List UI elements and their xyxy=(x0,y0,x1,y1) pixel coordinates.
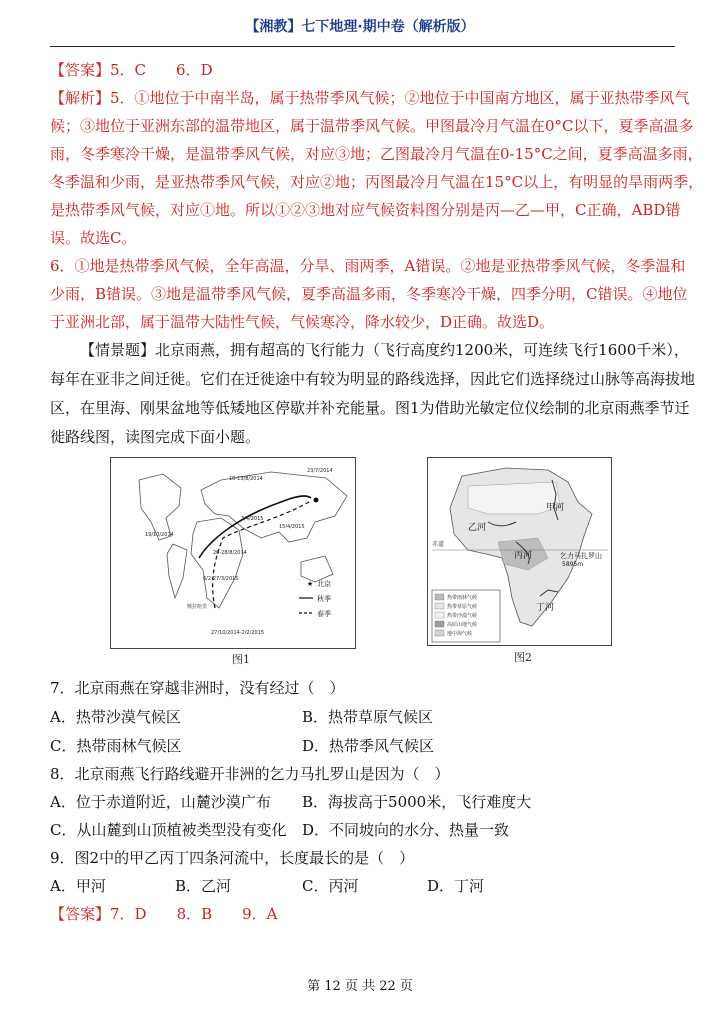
river-label: 丙河 xyxy=(514,551,533,561)
legend-label: 热带雨林气候 xyxy=(447,595,478,601)
place-label: 喀拉哈里 xyxy=(187,604,208,610)
analysis-line: 是热带季风气候，对应①地。所以①②③地对应气候资料图分别是丙—乙—甲，C正确，ABD错 xyxy=(50,201,681,219)
question-7-option-c: C．热带雨林气候区 xyxy=(50,737,182,755)
analysis-line: 冬季温和少雨，是亚热带季风气候，对应②地；丙图最冷月气温在15°C以上，有明显的旱雨两季， xyxy=(50,173,704,191)
scenario-line: 区，在里海、刚果盆地等低矮地区停歇并补充能量。图1为借助光敏定位仪绘制的北京雨燕季节迁 xyxy=(50,399,690,417)
mountain-label: 乞力马扎罗山 xyxy=(560,552,602,560)
question-7-option-a: A．热带沙漠气候区 xyxy=(50,708,181,726)
date-label: 15/4/2015 xyxy=(279,524,305,530)
date-label: 3/4/2015 xyxy=(241,516,264,522)
africa-map-drawing xyxy=(428,458,611,645)
figure-2-africa-map xyxy=(427,457,612,646)
scenario-line: 【情景题】北京雨燕，拥有超高的飞行能力（飞行高度约1200米，可连续飞行1600千米）， xyxy=(80,341,689,359)
date-label: 10-13/8/2014 xyxy=(229,476,263,482)
question-7-option-d: D．热带季风气候区 xyxy=(302,737,435,755)
date-label: 26-28/8/2014 xyxy=(213,550,247,556)
question-9-stem: 9．图2中的甲乙丙丁四条河流中，长度最长的是（ ） xyxy=(50,849,415,867)
question-9-option-c: C．丙河 xyxy=(302,877,359,895)
legend-label: 热带沙漠气候 xyxy=(447,613,478,619)
beijing-point xyxy=(314,498,319,503)
date-label: 23/7/2014 xyxy=(307,468,333,474)
figure-1-migration-map xyxy=(110,457,356,649)
question-9-option-d: D．丁河 xyxy=(427,877,485,895)
question-8-option-b: B．海拔高于5000米，飞行难度大 xyxy=(302,793,532,811)
river-label: 甲河 xyxy=(546,503,565,513)
date-label: 27/10/2014-2/2/2015 xyxy=(211,630,265,636)
answer-5-6: 【答案】5．C 6．D xyxy=(50,61,213,79)
question-8-stem: 8．北京雨燕飞行路线避开非洲的乞力马扎罗山是因为（ ） xyxy=(50,765,450,783)
question-8-option-d: D．不同坡向的水分、热量一致 xyxy=(302,821,510,839)
analysis-line: 候；③地位于亚洲东部的温带地区，属于温带季风气候。甲图最冷月气温在0°C以下，夏季高温多 xyxy=(50,117,694,135)
scenario-line: 每年在亚非之间迁徙。它们在迁徙途中有较为明显的路线选择，因此它们选择绕过山脉等高海拔地 xyxy=(50,370,696,388)
river-label: 乙河 xyxy=(468,523,487,533)
elevation-label: 5895m xyxy=(562,561,584,568)
equator-label: 赤道 xyxy=(432,541,445,548)
question-8-option-c: C．从山麓到山顶植被类型没有变化 xyxy=(50,821,287,839)
question-8-option-a: A．位于赤道附近，山麓沙漠广布 xyxy=(50,793,271,811)
question-7-stem: 7．北京雨燕在穿越非洲时，没有经过（ ） xyxy=(50,679,345,697)
legend-label: 北京 xyxy=(317,580,331,588)
answer-7-9: 【答案】7．D 8．B 9．A xyxy=(50,905,278,923)
figure-1-caption: 图1 xyxy=(232,653,250,666)
header-rule xyxy=(50,46,675,47)
date-label: 19/10/2014 xyxy=(145,532,174,538)
question-9-option-a: A．甲河 xyxy=(50,877,106,895)
river-label: 丁河 xyxy=(536,603,555,613)
legend-label: 秋季 xyxy=(317,595,331,603)
figures-area xyxy=(0,453,720,668)
legend-label: 高原山地气候 xyxy=(447,622,478,628)
analysis-line: 雨，冬季寒冷干燥，是温带季风气候，对应③地；乙图最冷月气温在0-15°C之间，夏季高温多雨， xyxy=(50,145,703,163)
figure-2-caption: 图2 xyxy=(514,651,532,664)
analysis-line: 6．①地是热带季风气候，全年高温，分旱、雨两季，A错误。②地是亚热带季风气候，冬季温和 xyxy=(50,257,686,275)
legend-label: 春季 xyxy=(317,610,331,618)
analysis-line: 于亚洲北部，属于温带大陆性气候，气候寒冷，降水较少，D正确。故选D。 xyxy=(50,313,555,331)
legend-label: 地中海气候 xyxy=(447,631,473,637)
analysis-line: 【解析】5．①地位于中南半岛，属于热带季风气候；②地位于中国南方地区，属于亚热带季风气 xyxy=(50,89,690,107)
page-number: 第 12 页 共 22 页 xyxy=(307,979,413,994)
analysis-line: 误。故选C。 xyxy=(50,229,137,247)
analysis-line: 少雨，B错误。③地是温带季风气候，夏季高温多雨，冬季寒冷干燥，四季分明，C错误。④地位 xyxy=(50,285,688,303)
scenario-line: 徙路线图，读图完成下面小题。 xyxy=(50,428,261,446)
legend-label: 热带草原气候 xyxy=(447,604,478,610)
migration-map-drawing xyxy=(111,458,355,648)
question-7-option-b: B．热带草原气候区 xyxy=(302,708,434,726)
question-9-option-b: B．乙河 xyxy=(175,877,232,895)
legend-star-icon: ★ xyxy=(307,580,314,588)
document-header: 【湘教】七下地理·期中卷（解析版） xyxy=(245,19,475,35)
date-label: 6/2-27/3/2015 xyxy=(203,576,239,582)
